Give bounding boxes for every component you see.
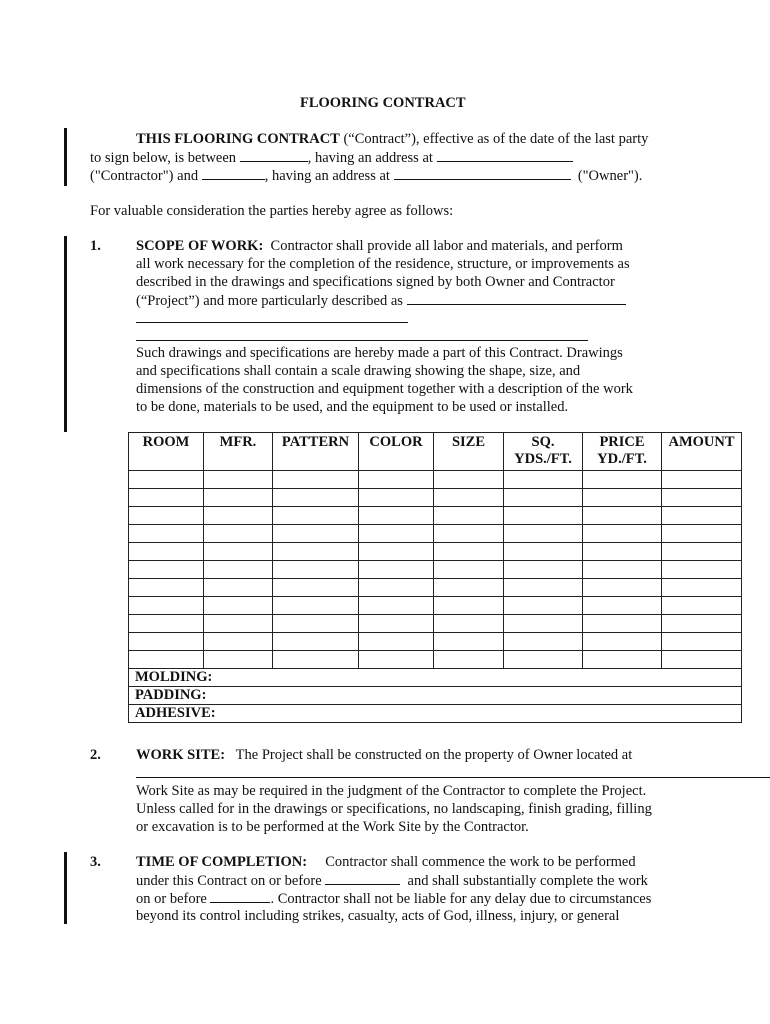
header-color: COLOR — [359, 433, 434, 471]
molding-row[interactable] — [129, 669, 742, 687]
section3-line-1 — [136, 853, 636, 871]
section-heading: TIME OF COMPLETION: — [136, 854, 308, 870]
section2-text: The Project shall be constructed on the property of Owner located at — [225, 747, 633, 763]
padding-row[interactable] — [129, 687, 742, 705]
table-header-row — [129, 433, 742, 471]
table-row[interactable] — [129, 471, 742, 489]
section3-line-3 — [136, 889, 651, 908]
intro-text: ("Owner"). — [570, 168, 643, 184]
table-row[interactable] — [129, 633, 742, 651]
section-number: 3. — [90, 854, 101, 870]
intro-line-3 — [90, 166, 642, 185]
project-description-line[interactable] — [136, 340, 588, 341]
intro-text: (“Contract”), effective as of the date of the last party — [339, 131, 649, 147]
intro-text: , having an address at — [264, 168, 394, 184]
section-heading: WORK SITE: — [136, 747, 226, 763]
owner-address-blank[interactable] — [394, 166, 571, 180]
header-size: SIZE — [434, 433, 504, 471]
section3-text: and shall substantially complete the work — [400, 873, 648, 889]
section1-line-1 — [136, 237, 623, 255]
section2-line-4: or excavation is to be performed at the Work Site by the Contractor. — [136, 819, 529, 835]
section3-line-4: beyond its control including strikes, casualty, acts of God, illness, injury, or general — [136, 908, 620, 924]
change-bar — [64, 236, 67, 432]
change-bar — [64, 852, 67, 924]
section3-text: under this Contract on or before — [136, 873, 326, 889]
section1-para2-line-3: dimensions of the construction and equipment together with a description of the work — [136, 381, 633, 397]
table-row[interactable] — [129, 489, 742, 507]
change-bar — [64, 128, 67, 186]
section-heading: SCOPE OF WORK: — [136, 238, 264, 254]
table-row[interactable] — [129, 561, 742, 579]
section1-line-4 — [136, 291, 626, 310]
contractor-name-blank[interactable] — [240, 148, 308, 162]
section1-line-3: described in the drawings and specifications signed by both Owner and Contractor — [136, 274, 615, 290]
intro-text: to sign below, is between — [90, 150, 240, 166]
header-price: PRICE YD./FT. — [583, 433, 662, 471]
table-row[interactable] — [129, 543, 742, 561]
section-number: 1. — [90, 238, 101, 254]
work-site-address-line[interactable] — [136, 777, 770, 778]
intro-text: ("Contractor") and — [90, 168, 202, 184]
intro-lead: THIS FLOORING CONTRACT — [136, 131, 340, 147]
table-row[interactable] — [129, 507, 742, 525]
commence-date-blank[interactable] — [325, 871, 400, 885]
header-mfr: MFR. — [204, 433, 273, 471]
project-description-line[interactable] — [136, 322, 408, 323]
header-sq-yds: SQ. YDS./FT. — [504, 433, 583, 471]
section2-line-2: Work Site as may be required in the judgment of the Contractor to complete the Project. — [136, 783, 647, 799]
section1-text: (“Project”) and more particularly described as — [136, 293, 407, 309]
completion-date-blank[interactable] — [210, 889, 270, 903]
section1-para2-line-4: to be done, materials to be used, and the equipment to be used or installed. — [136, 399, 569, 415]
intro-line-2 — [90, 148, 573, 167]
section3-text: . Contractor shall not be liable for any delay due to circumstances — [270, 891, 652, 907]
table-row[interactable] — [129, 651, 742, 669]
adhesive-row[interactable] — [129, 705, 742, 723]
section3-text: Contractor shall commence the work to be performed — [307, 854, 636, 870]
table-row[interactable] — [129, 579, 742, 597]
section1-para2-line-2: and specifications shall contain a scale drawing showing the shape, size, and — [136, 363, 581, 379]
header-amount: AMOUNT — [662, 433, 742, 471]
section2-line-3: Unless called for in the drawings or specifications, no landscaping, finish grading, filling — [136, 801, 652, 817]
table-row[interactable] — [129, 525, 742, 543]
section1-line-2: all work necessary for the completion of the residence, structure, or improvements as — [136, 256, 630, 272]
section3-line-2 — [136, 871, 648, 890]
header-room: ROOM — [129, 433, 204, 471]
intro-text: , having an address at — [307, 150, 437, 166]
padding-label: PADDING: — [129, 687, 742, 705]
section3-text: on or before — [136, 891, 211, 907]
section2-line-1 — [136, 746, 632, 764]
header-pattern: PATTERN — [273, 433, 359, 471]
intro-line-1 — [136, 130, 648, 148]
table-row[interactable] — [129, 615, 742, 633]
document-title: FLOORING CONTRACT — [300, 95, 466, 111]
section-number: 2. — [90, 747, 101, 763]
consideration-text: For valuable consideration the parties hereby agree as follows: — [90, 203, 454, 219]
section1-text: Contractor shall provide all labor and materials, and perform — [263, 238, 623, 254]
molding-label: MOLDING: — [129, 669, 742, 687]
table-row[interactable] — [129, 597, 742, 615]
section1-para2-line-1: Such drawings and specifications are hereby made a part of this Contract. Drawings — [136, 345, 623, 361]
flooring-items-table — [128, 432, 742, 723]
project-description-blank[interactable] — [407, 291, 626, 305]
adhesive-label: ADHESIVE: — [129, 705, 742, 723]
owner-name-blank[interactable] — [202, 166, 265, 180]
contractor-address-blank[interactable] — [437, 148, 573, 162]
